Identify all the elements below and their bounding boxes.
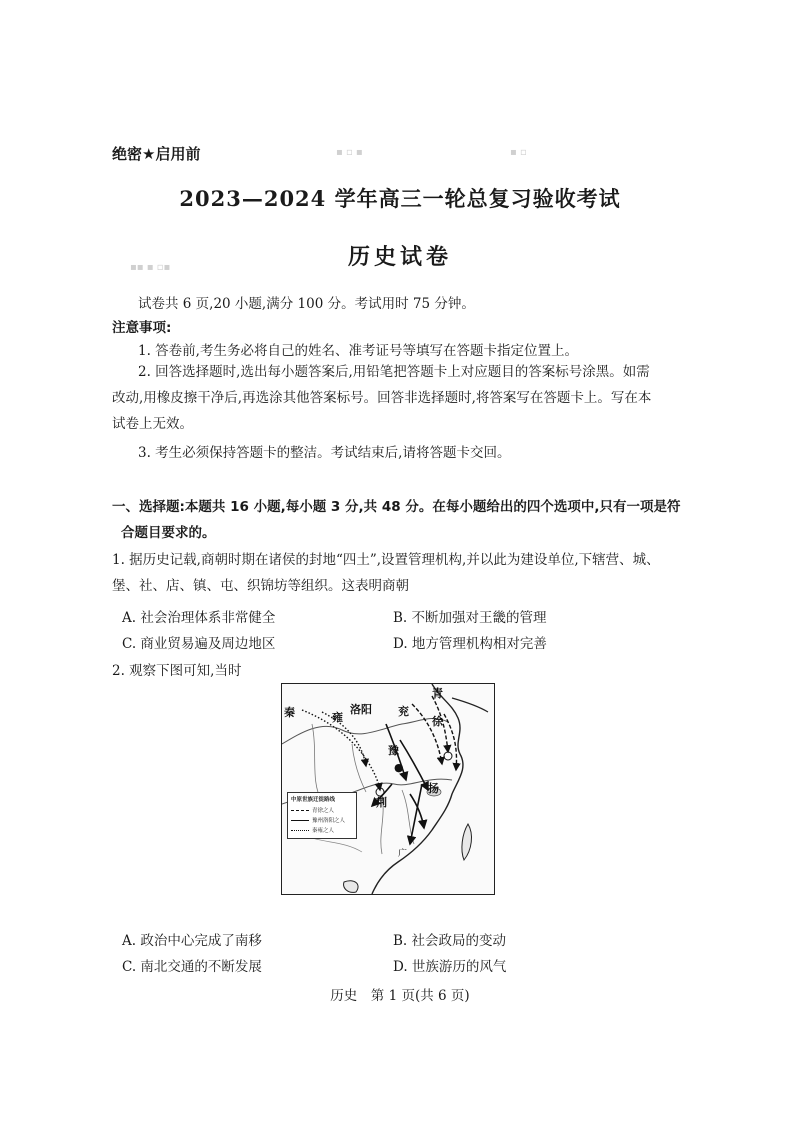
map-drawing xyxy=(282,684,494,894)
exam-info: 试卷共 6 页,20 小题,满分 100 分。考试用时 75 分钟。 xyxy=(138,296,475,312)
q2-option-c: C. 南北交通的不断发展 xyxy=(122,959,262,975)
question-2-stem: 2. 观察下图可知,当时 xyxy=(112,663,242,679)
bleed-mark: ▪▪ ▪ ▫▪ xyxy=(130,262,171,273)
legend-solid-line xyxy=(291,820,309,821)
q1-option-b: B. 不断加强对王畿的管理 xyxy=(393,610,547,626)
q1-option-d: D. 地方管理机构相对完善 xyxy=(393,636,547,652)
map-label-xu: 徐 xyxy=(432,715,443,728)
exam-title: 2023—2024 学年高三一轮总复习验收考试 xyxy=(179,186,621,211)
bleed-mark: ▪ ▫ ▪ xyxy=(336,147,363,158)
secret-mark: 绝密★启用前 xyxy=(112,145,201,163)
q2-option-d: D. 世族游历的风气 xyxy=(393,959,507,975)
bleed-mark: ▪ ▫ xyxy=(510,147,527,158)
map-label-qing: 青 xyxy=(432,687,443,700)
map-label-qin: 秦 xyxy=(284,706,295,719)
legend-dotted-line xyxy=(291,830,309,831)
legend-title: 中原世族迁徙路线 xyxy=(291,797,336,803)
map-label-yan: 兖 xyxy=(398,705,409,718)
map-label-guang: 广 xyxy=(398,849,408,859)
migration-map xyxy=(281,683,495,895)
map-label-jing: 荆 xyxy=(376,796,387,809)
legend-item-2: 豫州洛阳之人 xyxy=(312,818,346,824)
map-label-yu: 豫 xyxy=(388,744,399,757)
map-label-yu-marker: ● xyxy=(394,761,404,774)
legend-row-3 xyxy=(291,826,334,834)
map-label-luoyang: 洛阳 xyxy=(350,703,372,716)
notice-item-1: 1. 答卷前,考生务必将自己的姓名、准考证号等填写在答题卡指定位置上。 xyxy=(138,343,578,359)
notice-heading: 注意事项: xyxy=(112,320,172,336)
legend-dashed-line xyxy=(291,810,309,811)
notice-item-2: 2. 回答选择题时,选出每小题答案后,用铅笔把答题卡上对应题目的答案标号涂黑。如需改动,用橡皮擦干净后,再选涂其他答案标号。回答非选择题时,将答案写在答题卡上。写在本试卷上无效。 xyxy=(112,364,652,432)
page-footer: 历史 第 1 页(共 6 页) xyxy=(330,988,470,1004)
section-heading: 一、选择题:本题共 16 小题,每小题 3 分,共 48 分。在每小题给出的四个选项中,只有一项是符合题目要求的。 xyxy=(112,499,681,541)
map-legend xyxy=(287,792,357,839)
q2-option-a: A. 政治中心完成了南移 xyxy=(122,933,262,949)
q1-option-a: A. 社会治理体系非常健全 xyxy=(122,610,276,626)
map-label-yang: 扬 xyxy=(428,782,439,795)
legend-item-1: 青徐之人 xyxy=(312,808,335,814)
legend-item-3: 秦雍之人 xyxy=(312,828,335,834)
map-label-yong: 雍 xyxy=(332,711,343,724)
notice-item-3: 3. 考生必须保持答题卡的整洁。考试结束后,请将答题卡交回。 xyxy=(138,445,511,461)
legend-row-1 xyxy=(291,806,334,814)
subject-title: 历史试卷 xyxy=(347,244,452,270)
q2-option-b: B. 社会政局的变动 xyxy=(393,933,507,949)
legend-row-2 xyxy=(291,816,345,824)
question-1-stem: 1. 据历史记载,商朝时期在诸侯的封地“四土”,设置管理机构,并以此为建设单位,下辖营、城、堡、社、店、镇、屯、织锦坊等组织。这表明商朝 xyxy=(112,552,660,594)
q1-option-c: C. 商业贸易遍及周边地区 xyxy=(122,636,276,652)
